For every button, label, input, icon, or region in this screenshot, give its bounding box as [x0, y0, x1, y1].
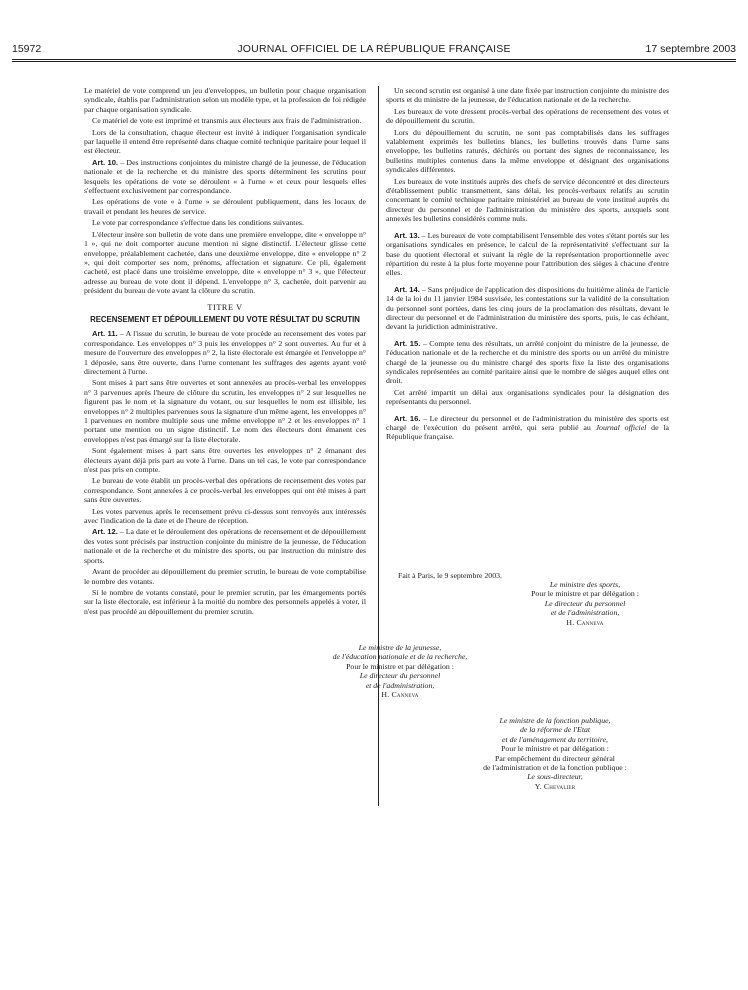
signatory-title: et de l'aménagement du territoire,	[502, 734, 608, 744]
signatory-title: Le ministre de la jeunesse,	[358, 643, 442, 652]
paragraph: Lors du dépouillement du scrutin, ne sont pas comptabilisés dans les suffrages valablement exprimés les bulletins blancs, les bulletins trouvés dans l'urne sans enveloppe, les bulletins raturés, déchirés ou portant des signes de reconnaissance, les bulletins multiples contenus dans la même enveloppe et désignant des organisations syndicales différentes.	[386, 127, 669, 175]
paragraph: Les votes parvenus après le recensement prévu ci-dessus sont renvoyés aux intéressés avec l'indication de la date et de l'heure de réception.	[84, 506, 366, 526]
article-label: Art. 10.	[92, 157, 119, 167]
signatory-function: Le directeur du personnel	[544, 598, 626, 608]
article-label: Art. 16.	[394, 413, 421, 423]
article-text: de la République française.	[386, 423, 669, 442]
signature-block-fonction-publique	[440, 716, 670, 791]
page-header	[12, 42, 736, 56]
paragraph: Cet arrêté impartit un délai aux organisations syndicales pour la désignation des représentants du personnel.	[386, 387, 669, 407]
paragraph: Lors de la consultation, chaque électeur est invité à indiquer l'organisation syndicale par laquelle il entend être représenté dans chaque comité technique paritaire pour lequel il est électeur.	[84, 127, 366, 156]
paragraph: Le bureau de vote établit un procès-verbal des opérations de recensement des votes par correspondance. Sont annexées à ce procès-verbal les enveloppes qui ont été mises à part sans être ouvertes.	[84, 476, 366, 505]
signatory-title: de l'éducation nationale et de la recherche,	[332, 652, 468, 662]
paragraph: Ce matériel de vote est imprimé et transmis aux électeurs aux frais de l'administration.	[92, 116, 362, 126]
paragraph: Les opérations de vote « à l'urne » se déroulent publiquement, dans les locaux de travail et pendant les heures de service.	[84, 197, 366, 216]
article-12	[84, 527, 366, 565]
delegation-line: Pour le ministre et par délégation :	[501, 744, 609, 754]
article-label: Art. 11.	[92, 329, 118, 339]
left-column	[84, 86, 366, 618]
signatory-title: Le ministre des sports,	[549, 580, 621, 589]
article-text: – A l'issue du scrutin, le bureau de vote procède au recensement des votes par correspondance. Les enveloppes n° 3 puis les enveloppes n° 2 sont ouvertes. Au fur et à mesure de l'ouverture des enveloppes n° 2, la liste électorale est émargée et l'enveloppe n° 1 déposée, sans être ouverte, dans l'urne contenant les suffrages des agents ayant voté directement à l'urne.	[84, 329, 366, 376]
article-15	[386, 339, 669, 386]
signature-block-sports	[470, 580, 700, 627]
article-16	[386, 414, 669, 442]
signatory-title: Le ministre de la fonction publique,	[499, 716, 611, 725]
article-text: – Les bureaux de vote comptabilisent l'ensemble des votes s'étant portés sur les organisations syndicales en présence, le calcul de la représentativité s'effectuant sur la base du quotient électoral et suivant la règle de la représentation proportionnelle avec répartition du reste à la plus forte moyenne pour l'attribution des sièges à chacune d'entre elles.	[386, 230, 669, 278]
paragraph: Sont également mises à part sans être ouvertes les enveloppes n° 2 émanant des électeurs ayant déjà pris part au vote à l'urne. Dans un tel cas, le vote par correspondance n'est pas pris en compte.	[84, 446, 366, 475]
journal-title: JOURNAL OFFICIEL DE LA RÉPUBLIQUE FRANÇAISE	[237, 43, 511, 55]
right-column	[386, 86, 669, 444]
paragraph: L'électeur insère son bulletin de vote dans une première enveloppe, dite « enveloppe n° 1 », qui ne doit comporter aucune mention ni signe distinctif. L'électeur glisse cette enveloppe, préalablement cachetée, dans une deuxième enveloppe, dite « enveloppe n° 2 », qui doit comporter ses nom, prénoms, affectation et signature. Ce pli, également cacheté, est placé dans une troisième enveloppe, dite « enveloppe n° 3 », que l'électeur adresse au bureau de vote dont il dépend. L'enveloppe n° 3, cachetée, doit parvenir au président du bureau de vote avant la clôture du scrutin.	[84, 229, 366, 296]
publication-date: 17 septembre 2003	[645, 43, 736, 55]
signatory-function: Le sous-directeur,	[527, 772, 583, 782]
paragraph: Si le nombre de votants constaté, pour le premier scrutin, par les émargements portés sur la liste électorale, est inférieur à la moitié du nombre des personnels appelés à voter, il n'est pas procédé au dépouillement du premier scrutin.	[84, 587, 366, 616]
signatory-name: H. Canneva	[566, 617, 604, 627]
delegation-line: Pour le ministre et par délégation :	[346, 661, 454, 671]
section-title: TITRE V	[207, 302, 243, 312]
delegation-line: Pour le ministre et par délégation :	[531, 589, 639, 599]
delegation-line: Par empêchement du directeur général	[495, 753, 615, 763]
article-label: Art. 12.	[92, 527, 118, 537]
article-11	[84, 329, 366, 376]
paragraph: Les bureaux de vote institués auprès des chefs de service déconcentré et des directeurs d'établissement public transmettent, sans délai, les procès-verbaux relatifs au scrutin concernant le comité technique paritaire ministériel au bureau de vote institué auprès du directeur du personnel et de l'administration du ministère des sports, auxquels sont annexés les bulletins considérés comme nuls.	[386, 176, 669, 224]
article-text: – Des instructions conjointes du ministre chargé de la jeunesse, de l'éducation nationale et de la recherche et du ministre des sports déterminent les scrutins pour lesquels les opérations de vote se déroulent « à l'urne » et ceux pour lesquels elles s'effectuent exclusivement par correspondance.	[84, 157, 366, 196]
article-label: Art. 14.	[394, 284, 420, 294]
delegation-line: de l'administration et de la fonction publique :	[483, 763, 627, 773]
paragraph: Un second scrutin est organisé à une date fixée par instruction conjointe du ministre des sports et du ministre de la jeunesse, de l'éducation nationale et de la recherche.	[386, 86, 669, 105]
journal-reference: Journal officiel	[595, 423, 647, 432]
signatory-title: de la réforme de l'Etat	[519, 725, 591, 735]
article-label: Art. 15.	[394, 338, 421, 348]
paragraph: Les bureaux de vote dressent procès-verbal des opérations de recensement des votes et de dépouillement du scrutin.	[386, 106, 669, 126]
signatory-function: Le directeur du personnel	[359, 671, 441, 681]
signatory-function: et de l'administration,	[550, 608, 620, 618]
page-number: 15972	[12, 43, 42, 55]
section-subtitle: RECENSEMENT ET DÉPOUILLEMENT DU VOTE RÉSULTAT DU SCRUTIN	[90, 314, 360, 324]
article-text: – La date et le déroulement des opérations de recensement et de dépouillement des votes sont précisés par instruction conjointe du ministre de la jeunesse, de l'éducation nationale et de la recherche et du ministre des sports, ou par instruction du ministre des sports.	[84, 527, 367, 565]
signatory-function: et de l'administration,	[365, 680, 435, 690]
signatory-name: Y. Chevalier	[534, 781, 576, 791]
signatory-name: H. Canneva	[381, 690, 419, 700]
paragraph: Le vote par correspondance s'effectue dans les conditions suivantes.	[92, 218, 304, 228]
paragraph: Sont mises à part sans être ouvertes et sont annexées au procès-verbal les enveloppes n° 3 parvenues après l'heure de clôture du scrutin, les enveloppes n° 2 sur lesquelles ne figurent pas le nom et la signature du votant, ou sur lesquelles le nom est illisible, les enveloppes n° 2 multiples parvenues sous la signature d'un même agent, les enveloppes n° 1 parvenues en nombre multiple sous une même enveloppe n° 2 et les enveloppes n° 1 portant une mention ou un signe distinctif. Le nom des électeurs dont émanent ces enveloppes n'est pas émargé sur la liste électorale.	[84, 378, 366, 444]
paragraph: Avant de procéder au dépouillement du premier scrutin, le bureau de vote comptabilise le nombre des votants.	[84, 567, 366, 586]
article-label: Art. 13.	[394, 230, 420, 240]
header-rule-double	[12, 61, 736, 62]
article-text: – Sans préjudice de l'application des dispositions du huitième alinéa de l'article 14 de la loi du 11 janvier 1984 susvisée, les contestations sur la validité de la consultation du personnel sont portées, dans les cinq jours de la proclamation des résultats, devant le directeur du personnel et de l'administration du ministère des sports, puis, le cas échéant, devant la juridiction administrative.	[386, 284, 669, 332]
place-date-line: Fait à Paris, le 9 septembre 2003.	[398, 571, 502, 580]
article-text: – Compte tenu des résultats, un arrêté conjoint du ministre de la jeunesse, de l'éducation nationale et de la recherche et du ministre des sports ou un arrêté du ministre chargé de la jeunesse ou du ministre chargé des sports fixe la liste des organisations syndicales représentées au comité paritaire ainsi que le nombre de sièges auquel elles ont droit.	[386, 338, 669, 386]
article-10	[84, 158, 366, 196]
header-rule	[12, 59, 736, 60]
article-text: – Le directeur du personnel et de l'administration du ministère des sports est chargé de l'exécution du présent arrêté, qui sera publié au	[386, 413, 669, 432]
signature-block-jeunesse	[285, 643, 515, 699]
article-14	[386, 285, 669, 332]
article-13	[386, 231, 669, 278]
paragraph: Le matériel de vote comprend un jeu d'enveloppes, un bulletin pour chaque organisation syndicale, établis par l'administration selon un modèle type, et la profession de foi rédigée par chaque organisation syndicale.	[84, 86, 366, 114]
